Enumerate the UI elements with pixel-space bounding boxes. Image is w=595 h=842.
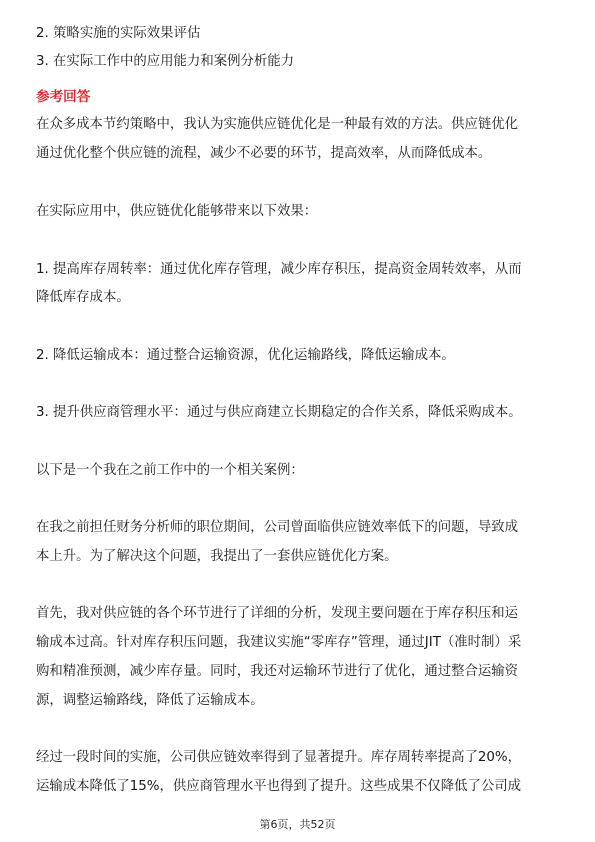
paragraph-line: 在实际应用中，供应链优化能够带来以下效果： xyxy=(36,204,318,219)
paragraph-line: 降低库存成本。 xyxy=(36,290,130,305)
criteria-item-2: 2. 策略实施的实际效果评估 xyxy=(36,26,201,41)
paragraph-line: 通过优化整个供应链的流程，减少不必要的环节，提高效率，从而降低成本。 xyxy=(36,146,492,161)
paragraph-line: 3. 提升供应商管理水平：通过与供应商建立长期稳定的合作关系，降低采购成本。 xyxy=(36,405,522,420)
paragraph-line: 在我之前担任财务分析师的职位期间，公司曾面临供应链效率低下的问题，导致成 xyxy=(36,520,519,535)
paragraph-line: 2. 降低运输成本：通过整合运输资源，优化运输路线，降低运输成本。 xyxy=(36,348,455,363)
paragraph-line: 输成本过高。针对库存积压问题，我建议实施“零库存”管理，通过JIT（准时制）采 xyxy=(36,635,522,650)
paragraph-line: 购和精准预测，减少库存量。同时，我还对运输环节进行了优化，通过整合运输资 xyxy=(36,664,519,679)
paragraph-line: 运输成本降低了15%，供应商管理水平也得到了提升。这些成果不仅降低了公司成 xyxy=(36,779,522,794)
paragraph-line: 在众多成本节约策略中，我认为实施供应链优化是一种最有效的方法。供应链优化 xyxy=(36,117,519,132)
paragraph-line: 源，调整运输路线，降低了运输成本。 xyxy=(36,693,264,708)
answer-heading: 参考回答 xyxy=(36,89,91,105)
criteria-item-3: 3. 在实际工作中的应用能力和案例分析能力 xyxy=(36,54,295,69)
paragraph-line: 首先，我对供应链的各个环节进行了详细的分析，发现主要问题在于库存积压和运 xyxy=(36,606,519,621)
page-number: 第6页，共52页 xyxy=(259,818,336,831)
paragraph-line: 1. 提高库存周转率：通过优化库存管理，减少库存积压，提高资金周转效率，从而 xyxy=(36,262,522,277)
paragraph-line: 以下是一个我在之前工作中的一个相关案例： xyxy=(36,463,304,478)
paragraph-line: 本上升。为了解决这个问题，我提出了一套供应链优化方案。 xyxy=(36,549,398,564)
paragraph-line: 经过一段时间的实施，公司供应链效率得到了显著提升。库存周转率提高了20%， xyxy=(36,750,522,765)
